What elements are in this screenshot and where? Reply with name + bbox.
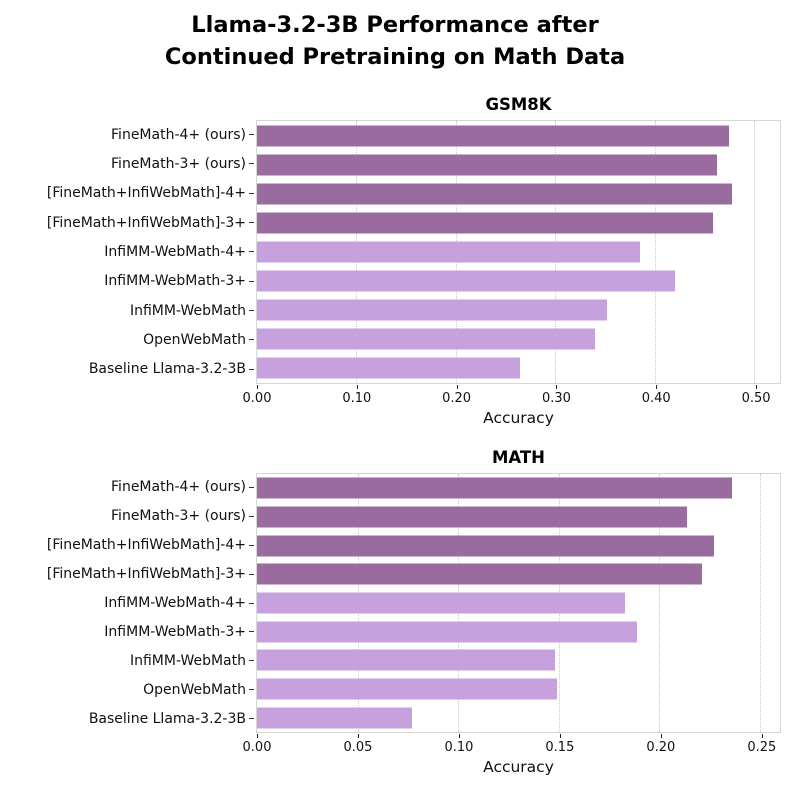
bar bbox=[257, 679, 557, 700]
y-tick-mark bbox=[249, 718, 254, 719]
bar bbox=[257, 212, 713, 233]
bar bbox=[257, 650, 555, 671]
x-tick-label: 0.00 bbox=[242, 391, 272, 406]
y-tick-mark bbox=[249, 134, 254, 135]
bar-row bbox=[257, 531, 780, 560]
chart-math-y-axis bbox=[0, 473, 256, 733]
bar-row bbox=[257, 150, 780, 179]
bar-row bbox=[257, 474, 780, 503]
x-tick-label: 0.50 bbox=[741, 391, 771, 406]
x-tick-mark bbox=[357, 385, 358, 389]
figure-title-line2: Continued Pretraining on Math Data bbox=[164, 44, 626, 70]
x-tick-mark bbox=[560, 734, 561, 738]
y-tick-mark bbox=[249, 689, 254, 690]
y-axis-label: InfiMM-WebMath bbox=[129, 652, 246, 669]
y-label-row bbox=[0, 704, 256, 733]
bar bbox=[257, 300, 607, 321]
bar-row bbox=[257, 208, 780, 237]
x-tick-mark bbox=[556, 385, 557, 389]
y-tick-mark bbox=[249, 660, 254, 661]
bar bbox=[257, 358, 520, 379]
y-tick-mark bbox=[249, 163, 254, 164]
y-label-row bbox=[0, 675, 256, 704]
bar-row bbox=[257, 646, 780, 675]
bar bbox=[257, 125, 729, 146]
y-axis-label: FineMath-4+ (ours) bbox=[111, 479, 246, 496]
x-tick-mark bbox=[257, 734, 258, 738]
y-label-row bbox=[0, 560, 256, 589]
y-label-row bbox=[0, 589, 256, 618]
y-axis-label: InfiMM-WebMath-3+ bbox=[104, 273, 246, 290]
bar-row bbox=[257, 589, 780, 618]
x-tick-mark bbox=[762, 734, 763, 738]
chart-math-body bbox=[0, 473, 790, 733]
x-tick-label: 0.05 bbox=[343, 740, 373, 755]
bar-row bbox=[257, 675, 780, 704]
chart-gsm8k-x-axis-label: Accuracy bbox=[483, 409, 554, 427]
y-label-row bbox=[0, 646, 256, 675]
x-tick-label: 0.20 bbox=[646, 740, 676, 755]
y-axis-label: InfiMM-WebMath-4+ bbox=[104, 243, 246, 260]
y-label-row bbox=[0, 120, 256, 149]
x-tick-mark bbox=[459, 734, 460, 738]
y-axis-label: FineMath-4+ (ours) bbox=[111, 126, 246, 143]
bar-row bbox=[257, 560, 780, 589]
x-tick-label: 0.15 bbox=[545, 740, 575, 755]
y-label-row bbox=[0, 237, 256, 266]
bar-row bbox=[257, 121, 780, 150]
chart-gsm8k-body bbox=[0, 120, 790, 384]
bar bbox=[257, 707, 412, 728]
y-axis-label: FineMath-3+ (ours) bbox=[111, 508, 246, 525]
x-tick-label: 0.20 bbox=[442, 391, 472, 406]
x-tick-label: 0.00 bbox=[242, 740, 272, 755]
y-tick-mark bbox=[249, 281, 254, 282]
y-tick-mark bbox=[249, 310, 254, 311]
bar-row bbox=[257, 325, 780, 354]
y-label-row bbox=[0, 473, 256, 502]
y-axis-label: Baseline Llama-3.2-3B bbox=[88, 710, 246, 727]
bar-row bbox=[257, 179, 780, 208]
y-tick-mark bbox=[249, 339, 254, 340]
y-label-row bbox=[0, 531, 256, 560]
y-tick-mark bbox=[249, 193, 254, 194]
bar-row bbox=[257, 503, 780, 532]
y-axis-label: InfiMM-WebMath-4+ bbox=[104, 595, 246, 611]
bar bbox=[257, 535, 714, 556]
y-label-row bbox=[0, 149, 256, 178]
y-tick-mark bbox=[249, 222, 254, 223]
bar-row bbox=[257, 617, 780, 646]
y-axis-label: [FineMath+InfiWebMath]-3+ bbox=[46, 214, 246, 231]
chart-math-x-axis-label: Accuracy bbox=[483, 758, 554, 776]
bar-row bbox=[257, 267, 780, 296]
y-axis-label: InfiMM-WebMath-3+ bbox=[104, 623, 246, 640]
chart-math-x-axis bbox=[242, 733, 781, 757]
y-label-row bbox=[0, 296, 256, 325]
bar bbox=[257, 593, 625, 614]
bar-row bbox=[257, 354, 780, 383]
figure-title bbox=[0, 0, 790, 73]
y-label-row bbox=[0, 179, 256, 208]
bar bbox=[257, 271, 675, 292]
y-tick-mark bbox=[249, 516, 254, 517]
y-label-row bbox=[0, 325, 256, 354]
x-tick-mark bbox=[756, 385, 757, 389]
bar-row bbox=[257, 237, 780, 266]
chart-gsm8k bbox=[0, 95, 790, 427]
x-tick-mark bbox=[358, 734, 359, 738]
y-axis-label: Baseline Llama-3.2-3B bbox=[88, 361, 246, 378]
y-label-row bbox=[0, 502, 256, 531]
bar-row bbox=[257, 703, 780, 732]
bar bbox=[257, 329, 595, 350]
x-tick-mark bbox=[257, 385, 258, 389]
y-axis-label: InfiMM-WebMath bbox=[129, 302, 246, 319]
y-axis-label: OpenWebMath bbox=[143, 331, 246, 348]
chart-math bbox=[0, 448, 790, 776]
x-tick-label: 0.30 bbox=[541, 391, 571, 406]
x-tick-mark bbox=[457, 385, 458, 389]
chart-gsm8k-title: GSM8K bbox=[485, 95, 552, 114]
y-tick-mark bbox=[249, 369, 254, 370]
y-tick-mark bbox=[249, 545, 254, 546]
y-axis-label: [FineMath+InfiWebMath]-4+ bbox=[46, 537, 246, 554]
x-tick-label: 0.25 bbox=[747, 740, 777, 755]
x-tick-label: 0.10 bbox=[342, 391, 372, 406]
chart-gsm8k-x-axis bbox=[242, 384, 781, 408]
y-tick-mark bbox=[249, 487, 254, 488]
y-tick-mark bbox=[249, 631, 254, 632]
bar bbox=[257, 507, 687, 528]
x-tick-label: 0.40 bbox=[641, 391, 671, 406]
y-label-row bbox=[0, 355, 256, 384]
bar bbox=[257, 478, 732, 499]
bar bbox=[257, 154, 717, 175]
y-axis-label: FineMath-3+ (ours) bbox=[111, 155, 246, 172]
bar bbox=[257, 564, 702, 585]
x-tick-mark bbox=[661, 734, 662, 738]
y-tick-mark bbox=[249, 603, 254, 604]
y-tick-mark bbox=[249, 251, 254, 252]
y-label-row bbox=[0, 267, 256, 296]
chart-gsm8k-y-axis bbox=[0, 120, 256, 384]
chart-math-plot-area bbox=[256, 473, 781, 733]
bar bbox=[257, 241, 640, 262]
x-tick-label: 0.10 bbox=[444, 740, 474, 755]
y-axis-label: [FineMath+InfiWebMath]-4+ bbox=[46, 185, 246, 202]
chart-gsm8k-plot-area bbox=[256, 120, 781, 384]
y-label-row bbox=[0, 617, 256, 646]
y-axis-label: OpenWebMath bbox=[143, 681, 246, 698]
figure-title-line1: Llama-3.2-3B Performance after bbox=[191, 12, 599, 38]
y-tick-mark bbox=[249, 574, 254, 575]
bar bbox=[257, 621, 637, 642]
bar bbox=[257, 183, 732, 204]
bar-row bbox=[257, 296, 780, 325]
y-axis-label: [FineMath+InfiWebMath]-3+ bbox=[46, 566, 246, 583]
chart-math-title: MATH bbox=[492, 448, 545, 467]
y-label-row bbox=[0, 208, 256, 237]
x-tick-mark bbox=[656, 385, 657, 389]
